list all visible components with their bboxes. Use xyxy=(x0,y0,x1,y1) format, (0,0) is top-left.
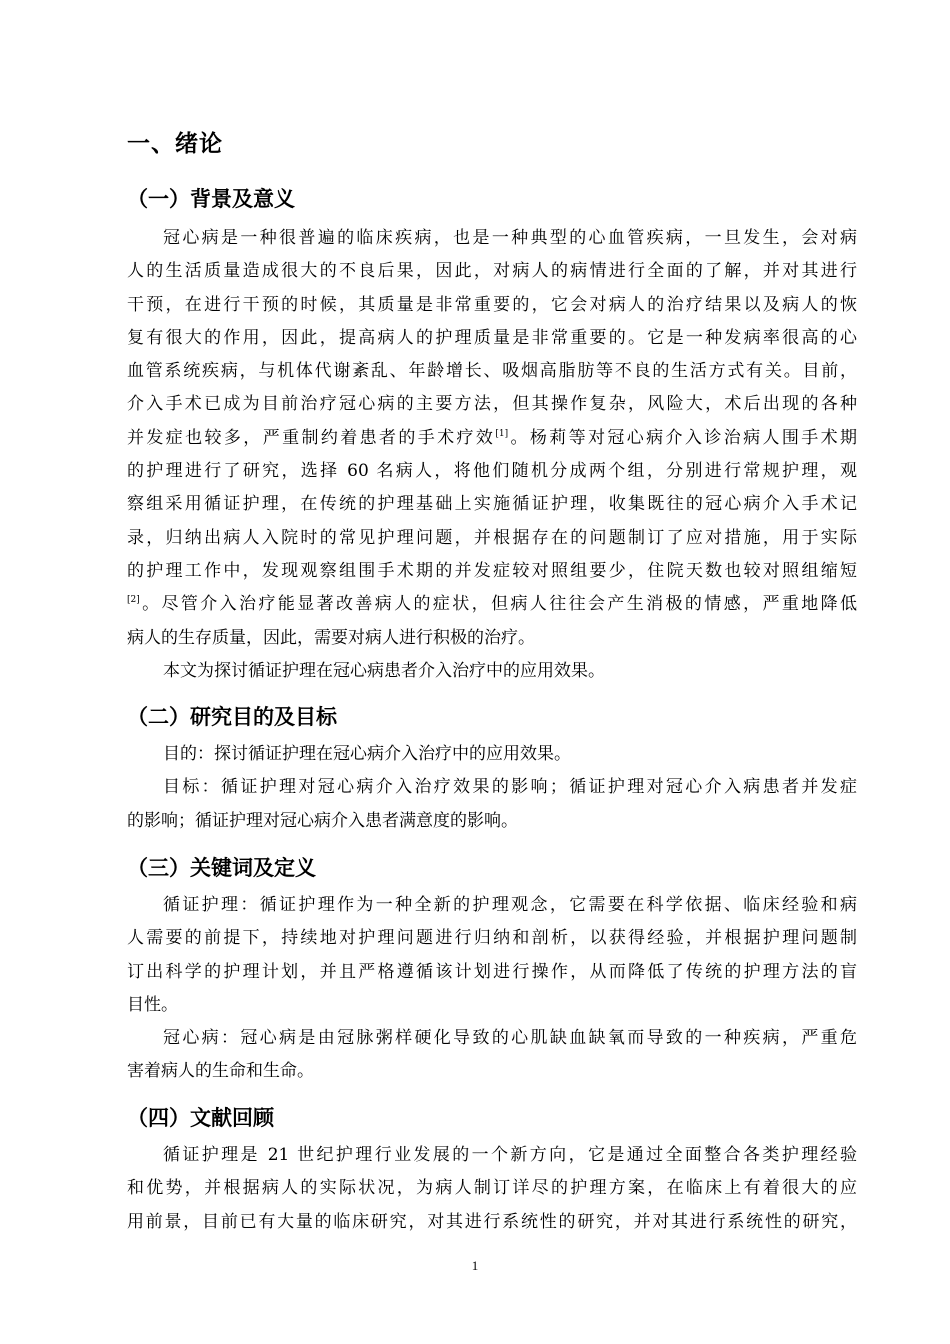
paragraph-line: 的护理进行了研究，选择 60 名病人，将他们随机分成两个组，分别进行常规护理，观 xyxy=(127,461,857,482)
paragraph-line: 订出科学的护理计划，并且严格遵循该计划进行操作，从而降低了传统的护理方法的盲 xyxy=(127,961,857,982)
paragraph-line: 血管系统疾病，与机体代谢紊乱、年龄增长、吸烟高脂肪等不良的生活方式有关。目前， xyxy=(127,361,857,382)
paragraph-line: 循证护理是 21 世纪护理行业发展的一个新方向，它是通过全面整合各类护理经验 xyxy=(163,1145,857,1165)
paragraph-line: 目标：循证护理对冠心病介入治疗效果的影响；循证护理对冠心介入病患者并发症 xyxy=(163,777,857,798)
section-heading-keywords: （三）关键词及定义 xyxy=(127,856,316,880)
paragraph-line: 人的生活质量造成很大的不良后果，因此，对病人的病情进行全面的了解，并对其进行 xyxy=(127,261,857,282)
section-literature-body xyxy=(127,1139,857,1239)
paragraph-line: 用前景，目前已有大量的临床研究，对其进行系统性的研究，并对其进行系统性的研究， xyxy=(127,1211,857,1232)
paragraph-line: 干预，在进行干预的时候，其质量是非常重要的，它会对病人的治疗结果以及病人的恢 xyxy=(127,294,857,315)
paragraph-line: 复有很大的作用，因此，提高病人的护理质量是非常重要的。它是一种发病率很高的心 xyxy=(127,327,857,348)
paragraph-line: 冠心病：冠心病是由冠脉粥样硬化导致的心肌缺血缺氧而导致的一种疾病，严重危 xyxy=(163,1028,857,1049)
paragraph-line: 察组采用循证护理，在传统的护理基础上实施循证护理，收集既往的冠心病介入手术记 xyxy=(127,494,857,515)
paragraph-line: 本文为探讨循证护理在冠心病患者介入治疗中的应用效果。 xyxy=(163,660,605,681)
paragraph-line: 和优势，并根据病人的实际状况，为病人制订详尽的护理方案，在临床上有着很大的应 xyxy=(127,1178,857,1199)
paragraph-line: 冠心病是一种很普遍的临床疾病，也是一种典型的心血管疾病，一旦发生，会对病 xyxy=(163,228,857,248)
section-heading-background: （一）背景及意义 xyxy=(127,187,295,211)
text-span: 并发症也较多，严重制约着患者的手术疗效 xyxy=(127,427,496,448)
section-background-body xyxy=(127,222,857,688)
paragraph-line: 的护理工作中，发现观察组围手术期的并发症较对照组要少，住院天数也较对照组缩短 xyxy=(127,560,857,581)
section-keywords-body xyxy=(127,889,857,1089)
paragraph-line: 目性。 xyxy=(127,994,178,1015)
paragraph-line: 介入手术已成为目前治疗冠心病的主要方法，但其操作复杂，风险大，术后出现的各种 xyxy=(127,394,857,415)
paragraph-line: 录，归纳出病人入院时的常见护理问题，并根据存在的问题制订了应对措施，用于实际 xyxy=(127,527,857,548)
text-span: 。杨莉等对冠心病介入诊治病人围手术期 xyxy=(508,427,858,448)
chapter-heading: 一、绪论 xyxy=(127,131,223,157)
text-span: 。尽管介入治疗能显著改善病人的症状，但病人往往会产生消极的情感，严重地降低 xyxy=(139,594,857,615)
paragraph-line: 目的：探讨循证护理在冠心病介入治疗中的应用效果。 xyxy=(163,744,571,764)
paragraph-line: 害着病人的生命和生命。 xyxy=(127,1061,314,1082)
citation-ref: [1] xyxy=(495,428,509,439)
paragraph-line: 的影响；循证护理对冠心病介入患者满意度的影响。 xyxy=(127,810,518,831)
section-objectives-body xyxy=(127,738,857,838)
page-number: 1 xyxy=(471,1258,479,1273)
section-heading-literature: （四）文献回顾 xyxy=(127,1106,274,1130)
paragraph-line: 病人的生存质量，因此，需要对病人进行积极的治疗。 xyxy=(127,627,535,648)
paragraph-line: 人需要的前提下，持续地对护理问题进行归纳和剖析，以获得经验，并根据护理问题制 xyxy=(127,928,857,949)
paragraph-line xyxy=(127,588,857,621)
citation-ref: [2] xyxy=(127,595,140,606)
section-heading-objectives: （二）研究目的及目标 xyxy=(127,705,337,729)
paragraph-line xyxy=(127,422,857,455)
paragraph-line: 循证护理：循证护理作为一种全新的护理观念，它需要在科学依据、临床经验和病 xyxy=(163,895,857,915)
